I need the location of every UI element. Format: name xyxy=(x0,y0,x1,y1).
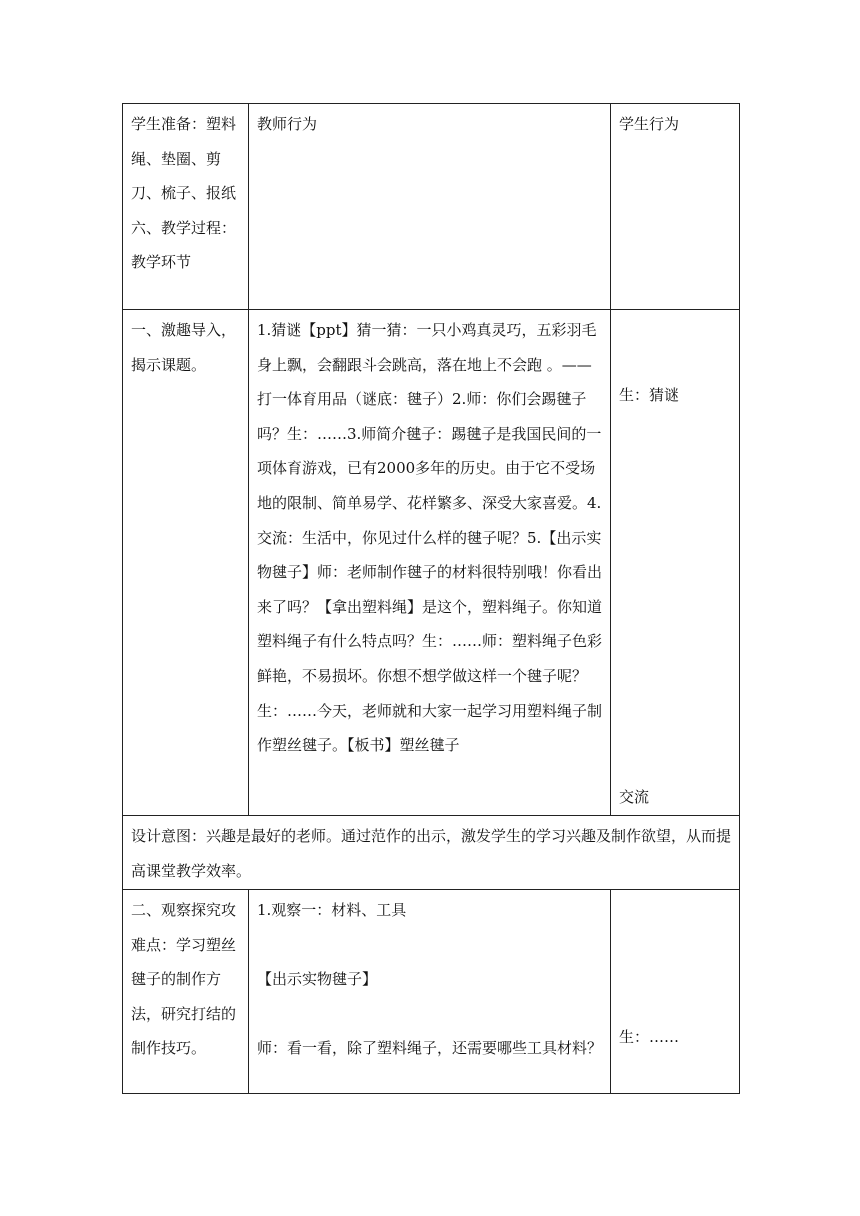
teacher-activity-cell: 1.猜谜【ppt】猜一猜：一只小鸡真灵巧，五彩羽毛身上飘，会翻跟斗会跳高，落在地上不会跑 。——打一体育用品（谜底：毽子）2.师：你们会踢毽子吗？生：……3.师简介毽子：踢毽子是我国民间的一项体育游戏，已有2000多年的历史。由于它不受场地的限制、简单易学、花样繁多、深受大家喜爱。4.交流：生活中，你见过什么样的毽子呢？5.【出示实物毽子】师：老师制作毽子的材料很特别哦！你看出来了吗？【拿出塑料绳】是这个，塑料绳子。你知道塑料绳子有什么特点吗？生：……师：塑料绳子色彩鲜艳，不易损坏。你想不想学做这样一个毽子呢？生：……今天，老师就和大家一起学习用塑料绳子制作塑丝毽子。【板书】塑丝毽子 xyxy=(249,310,611,816)
prep-cell: 学生准备：塑料绳、垫圈、剪刀、梳子、报纸六、教学过程：教学环节 xyxy=(123,104,249,310)
teacher-show-item: 【出示实物毽子】 xyxy=(257,970,378,989)
design-intent-cell: 设计意图：兴趣是最好的老师。通过范作的出示，激发学生的学习兴趣及制作欲望，从而提高课堂教学效率。 xyxy=(123,816,740,890)
teacher-activity-cell xyxy=(249,890,611,1094)
stage-cell: 二、观察探究攻难点：学习塑丝毽子的制作方法，研究打结的制作技巧。 xyxy=(123,890,249,1094)
teacher-question: 师：看一看，除了塑料绳子，还需要哪些工具材料？ xyxy=(257,1039,603,1058)
table-header-row xyxy=(123,104,740,310)
teacher-step-title: 1.观察一：材料、工具 xyxy=(257,901,407,919)
student-exchange-text: 交流 xyxy=(619,788,650,806)
student-behavior-header: 学生行为 xyxy=(611,104,740,310)
stage-cell: 一、激趣导入，揭示课题。 xyxy=(123,310,249,816)
student-activity-cell xyxy=(611,890,740,1094)
student-response-text: 生：…… xyxy=(619,1028,680,1046)
lesson-plan-table xyxy=(122,103,740,1094)
teacher-behavior-header: 教师行为 xyxy=(249,104,611,310)
student-guess-text: 生：猜谜 xyxy=(619,386,680,404)
design-intent-row xyxy=(123,816,740,890)
student-activity-cell xyxy=(611,310,740,816)
table-row xyxy=(123,890,740,1094)
table-row xyxy=(123,310,740,816)
